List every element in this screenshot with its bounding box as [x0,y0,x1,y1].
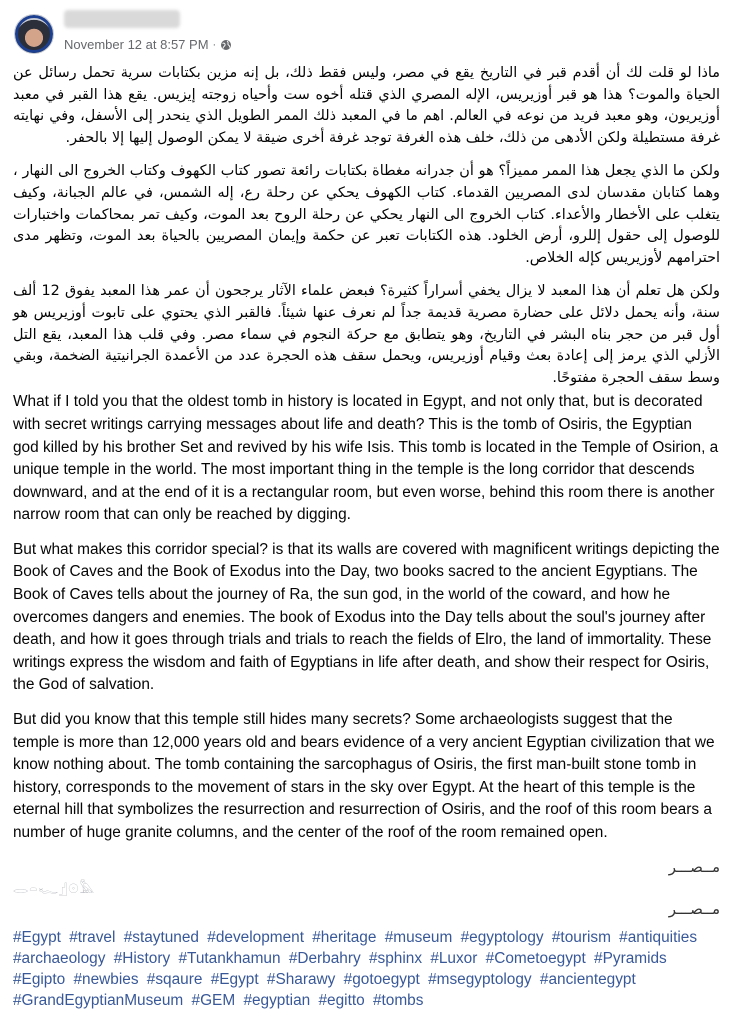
hashtag-link[interactable]: #Egipto [13,971,66,989]
hashtag-link[interactable]: #sqaure [146,971,203,989]
arabic-paragraph: ولكن هل تعلم أن هذا المعبد لا يزال يخفي أسراراً كثيرة؟ فبعض علماء الآثار يرجحون أن عمر هذا المعبد يفوق 12 ألف سنة، وأنه يحمل دلائل على حضارة مصرية قديمة جداً لم نعرف عنها شيئاً. فالقبر الذي يحتوي على تابوت أوزيريس هو أول قبر من حجر بناه البشر في التاريخ، وهو يتطابق مع حركة النجوم في سماء مصر. وفي قلب هذا المعبد، يقع التل الأزلي الذي يرمز إلى إعادة بعث وقيام أوزيريس، ويحمل سقف هذه الحجرة عدد من الأعمدة الجرانيتية الضخمة، وبقي وسط سقف الحجرة مفتوحًا. [13,283,720,386]
hashtag-link[interactable]: #gotoegypt [343,971,420,989]
hashtag-link[interactable]: #travel [69,928,116,946]
hashtag-link[interactable]: #staytuned [123,928,199,946]
meta-separator: · [212,38,217,51]
arabic-paragraph: ماذا لو قلت لك أن أقدم قبر في التاريخ يقع في مصر، وليس فقط ذلك، بل إنه مزين بكتابات سرية تحمل رسائل عن الحياة والموت؟ هذا هو قبر أوزيريس، الإله المصري الذي قتله أخوه ست وأحياه زوجته إيزيس. يقع هذا القبر في معبد أوزيريون، وهو معبد فريد من نوعه في العالم. اهم ما في المعبد ذلك الممر الطويل الذي ينحدر إلى الأسفل، وفي نهايته غرفة مستطيلة ولكن الأدهى من ذلك، خلف هذه الغرفة توجد غرفة أخرى ضيقة لا يمكن الوصول إليها إلا بالحفر. [13,65,720,146]
hashtag-link[interactable]: #sphinx [368,949,423,967]
hashtag-link[interactable]: #msegyptology [428,971,532,989]
hashtag-link[interactable]: #egitto [318,992,365,1010]
author-name-redacted[interactable] [64,10,180,28]
hashtag-link[interactable]: #Luxor [430,949,478,967]
hashtag-link[interactable]: #Sharawy [266,971,336,989]
hashtag-link[interactable]: #egyptology [460,928,544,946]
hashtag-link[interactable]: #tourism [551,928,611,946]
hashtag-link[interactable]: #heritage [312,928,377,946]
hashtag-link[interactable]: #Tutankhamun [178,949,281,967]
avatar[interactable] [14,14,54,54]
hashtag-link[interactable]: #Pyramids [594,949,667,967]
hashtag-link[interactable]: #History [113,949,171,967]
hashtag-link[interactable]: #Derbahry [288,949,361,967]
english-paragraph: But did you know that this temple still hides many secrets? Some archaeologists suggest that the temple is more than 12,000 years old and bears evidence of a very ancient Egyptian civilization that we know nothing about. The tomb containing the sarcophagus of Osiris, the first man-built stone tomb in history, corresponds to the movement of stars in the sky over Egypt. At the heart of this temple is the eternal hill that symbolizes the resurrection and resurrection of Osiris, and the roof of this room bears a number of huge granite columns, and the center of the roof of the room remained open. [13,711,715,841]
hieroglyph-emoji: 𓂋𓏏𓆑𓊨𓇳𓅓 [13,880,96,896]
hashtag-link[interactable]: #GrandEgyptianMuseum [13,992,184,1010]
hashtag-link[interactable]: #Egypt [13,928,61,946]
english-paragraph: What if I told you that the oldest tomb in history is located in Egypt, and not only that, but is decorated with secret writings carrying messages about life and death? This is the tomb of Osiris, the Egyptian god killed by his brother Set and revived by his wife Isis. This tomb is located in the Temple of Osirion, a unique temple in the world. The most important thing in the temple is the long corridor that descends downward, and at the end of it is a rectangular room, but even worse, behind this room there is another narrow room that can only be reached by digging. [13,393,719,524]
signature: مــصـــر [668,900,720,918]
hashtag-list [13,927,720,1012]
hashtag-link[interactable]: #museum [384,928,453,946]
hashtag-link[interactable]: #antiquities [619,928,698,946]
hashtag-link[interactable]: #Egypt [210,971,259,989]
hashtag-link[interactable]: #newbies [73,971,139,989]
post-timestamp[interactable]: November 12 at 8:57 PM [64,37,209,52]
hashtag-link[interactable]: #GEM [191,992,236,1010]
hashtag-link[interactable]: #development [207,928,304,946]
hashtag-link[interactable]: #ancientegypt [539,971,636,989]
post-header [0,0,733,62]
hashtag-link[interactable]: #Cometoegypt [485,949,586,967]
english-paragraph: But what makes this corridor special? is that its walls are covered with magnificent writings depicting the Book of Caves and the Book of Exodus into the Day, two books sacred to the ancient Egyptians. The Book of Caves tells about the journey of Ra, the sun god, in the world of the coward, and how he overcomes dangers and enemies. The book of Exodus into the Day tells about the soul's journey after death, and how it goes through trials and trials to reach the fields of Elro, the land of immortality. These writings express the wisdom and faith of Egyptians in life after death, and show their respect for Osiris, the God of salvation. [13,540,720,694]
hashtag-link[interactable]: #archaeology [13,949,106,967]
hashtag-link[interactable]: #tombs [372,992,424,1010]
arabic-paragraph: ولكن ما الذي يجعل هذا الممر مميزاً؟ هو أن جدرانه مغطاة بكتابات رائعة تصور كتاب الكهوف وكتاب الخروج الى النهار ، وهما كتابان مقدسان لدى المصريين القدماء. كتاب الكهوف يحكي عن رحلة رع، إله الشمس، في عالم الجبانة، وكيف يتغلب على الأخطار والأعداء. كتاب الخروج الى النهار يحكي عن رحلة الروح بعد الموت، وكيف تمر بمحاكمات واختبارات للوصول إلى حقول إللرو، أرض الخلود. هذه الكتابات تعبر عن حكمة وإيمان المصريين بالحياة بعد الموت، وتظهر مدى احترامهم لأوزيريس كإله الخلاص. [13,163,720,266]
globe-icon[interactable] [220,39,232,51]
post-body [13,63,720,1012]
signature: مــصـــر [668,858,720,876]
post-meta [64,37,232,52]
hashtag-link[interactable]: #egyptian [243,992,311,1010]
